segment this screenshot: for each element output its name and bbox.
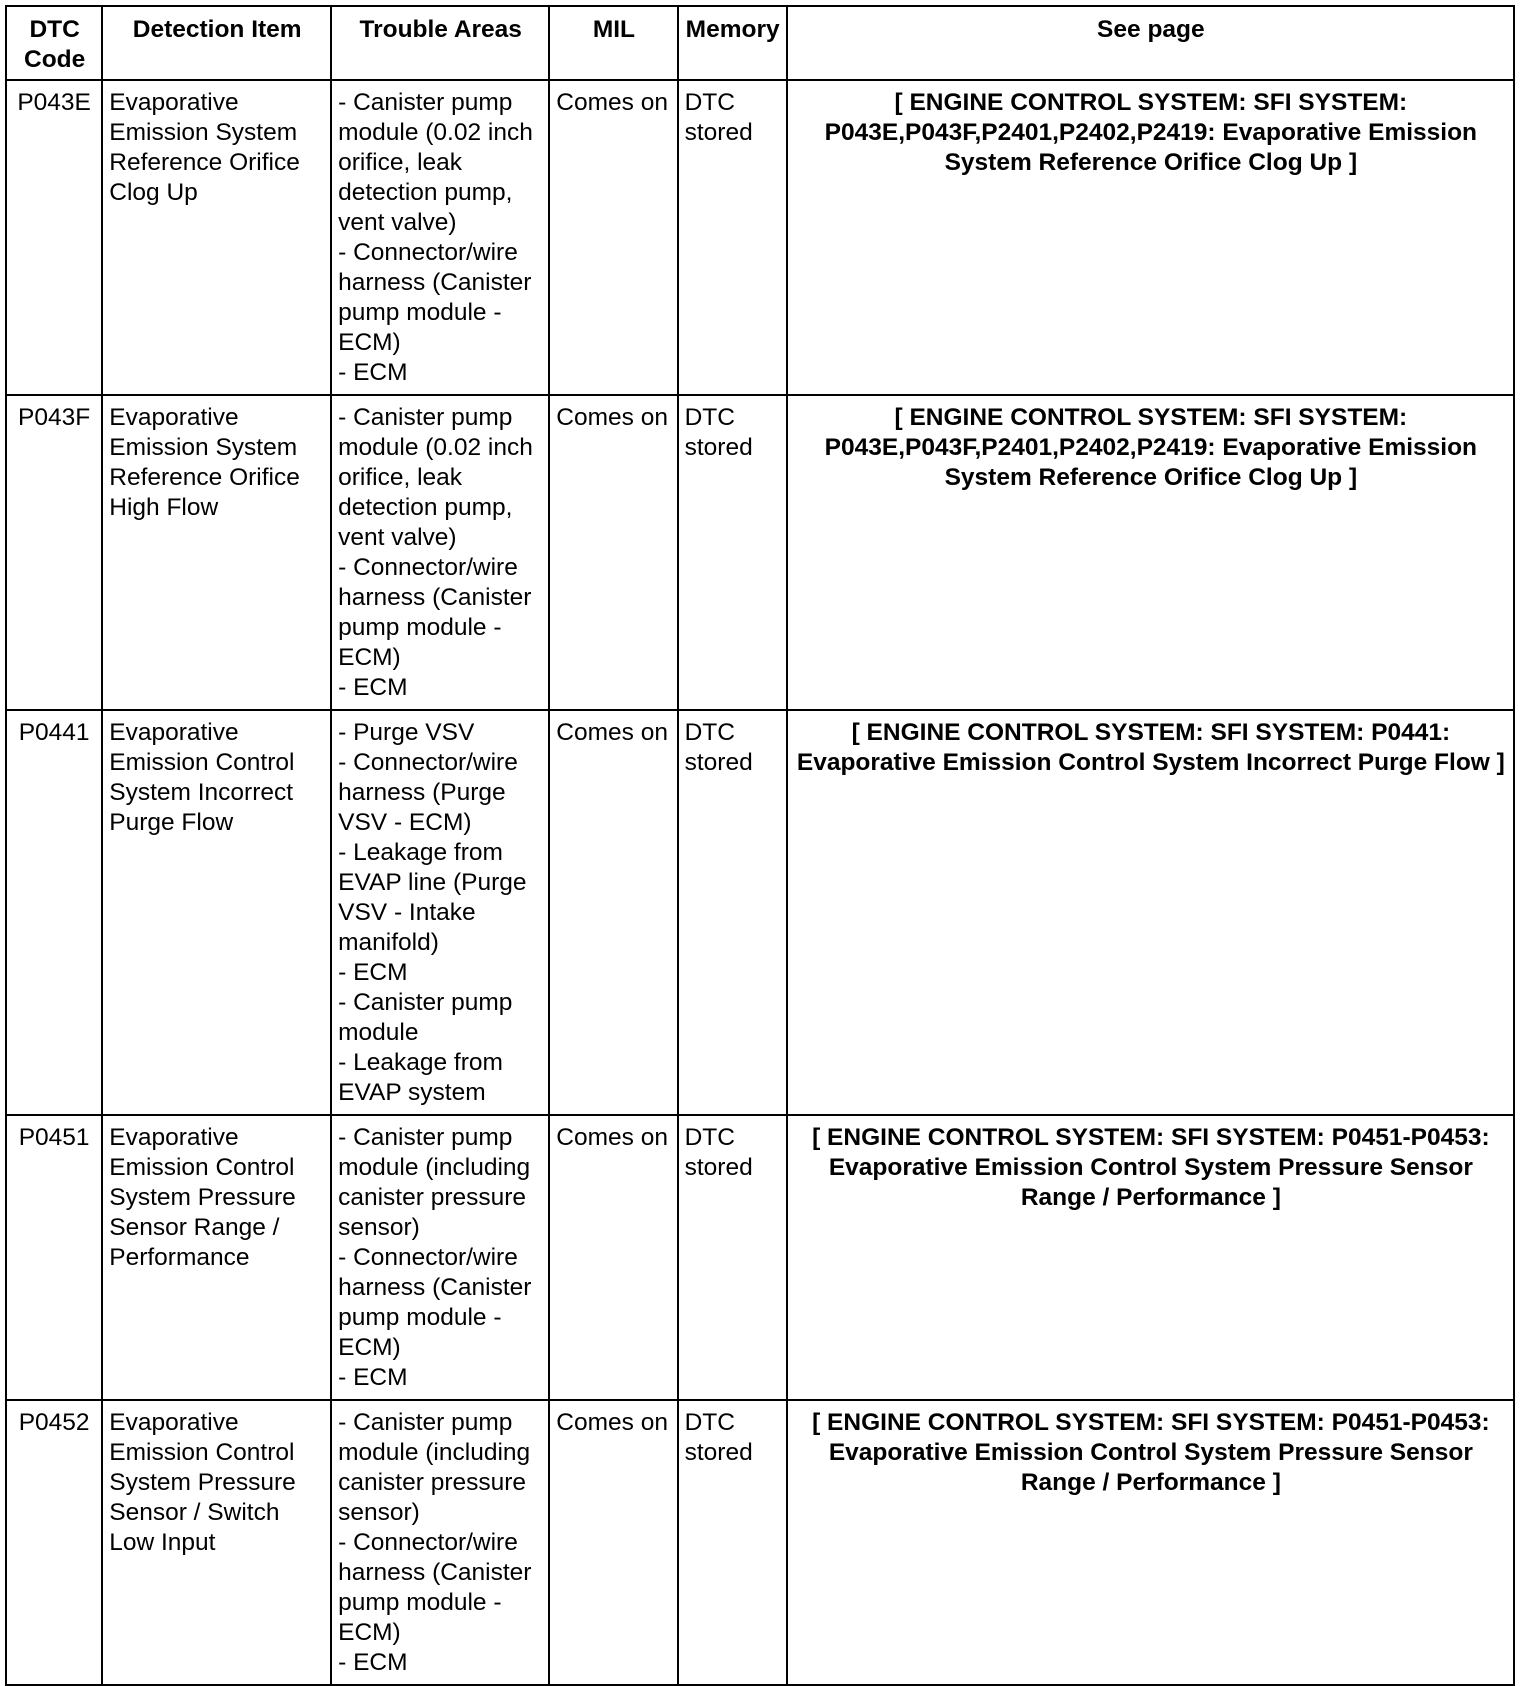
- trouble-area-item: - Connector/wire harness (Canister pump module - ECM): [338, 554, 532, 671]
- detection-item-cell: Evaporative Emission Control System Incorrect Purge Flow: [102, 710, 331, 1115]
- table-row: [6, 710, 1514, 1115]
- dtc-table: [5, 5, 1515, 1686]
- trouble-area-item: - Connector/wire harness (Canister pump module - ECM): [338, 1529, 532, 1646]
- trouble-areas-cell: [331, 1400, 549, 1685]
- trouble-area-item: - ECM: [338, 1364, 408, 1391]
- table-row: [6, 1115, 1514, 1400]
- trouble-area-item: - Connector/wire harness (Canister pump module - ECM): [338, 1244, 532, 1361]
- see-page-cell: [ ENGINE CONTROL SYSTEM: SFI SYSTEM: P043E,P043F,P2401,P2402,P2419: Evaporative Emission System Reference Orifice Clog Up ]: [787, 395, 1514, 710]
- mil-cell: Comes on: [549, 80, 677, 395]
- dtc-document: [5, 5, 1515, 1686]
- see-page-cell: [ ENGINE CONTROL SYSTEM: SFI SYSTEM: P0451-P0453: Evaporative Emission Control System Pressure Sensor Range / Performance ]: [787, 1400, 1514, 1685]
- header-detection-item: Detection Item: [102, 6, 331, 80]
- dtc-code-cell: P043F: [6, 395, 102, 710]
- trouble-area-item: - Canister pump module: [338, 989, 513, 1046]
- trouble-area-item: - ECM: [338, 959, 408, 986]
- trouble-area-item: - Canister pump module (0.02 inch orifice, leak detection pump, vent valve): [338, 404, 533, 551]
- dtc-code-cell: P043E: [6, 80, 102, 395]
- trouble-area-item: - Canister pump module (0.02 inch orifice, leak detection pump, vent valve): [338, 89, 533, 236]
- trouble-area-item: - ECM: [338, 1649, 408, 1676]
- trouble-areas-cell: [331, 1115, 549, 1400]
- header-see-page: See page: [787, 6, 1514, 80]
- trouble-areas-cell: [331, 710, 549, 1115]
- detection-item-cell: Evaporative Emission Control System Pressure Sensor Range / Performance: [102, 1115, 331, 1400]
- header-mil: MIL: [549, 6, 677, 80]
- table-row: [6, 1400, 1514, 1685]
- trouble-area-item: - ECM: [338, 359, 408, 386]
- see-page-cell: [ ENGINE CONTROL SYSTEM: SFI SYSTEM: P0441: Evaporative Emission Control System Incorrect Purge Flow ]: [787, 710, 1514, 1115]
- dtc-code-cell: P0441: [6, 710, 102, 1115]
- table-row: [6, 395, 1514, 710]
- mil-cell: Comes on: [549, 395, 677, 710]
- trouble-area-item: - Connector/wire harness (Purge VSV - ECM): [338, 749, 518, 836]
- memory-cell: DTC stored: [678, 1400, 787, 1685]
- trouble-areas-cell: [331, 80, 549, 395]
- table-header-row: [6, 6, 1514, 80]
- header-memory: Memory: [678, 6, 787, 80]
- table-row: [6, 80, 1514, 395]
- trouble-area-item: - Leakage from EVAP system: [338, 1049, 503, 1106]
- trouble-area-item: - Canister pump module (including canister pressure sensor): [338, 1124, 531, 1241]
- detection-item-cell: Evaporative Emission Control System Pressure Sensor / Switch Low Input: [102, 1400, 331, 1685]
- see-page-cell: [ ENGINE CONTROL SYSTEM: SFI SYSTEM: P043E,P043F,P2401,P2402,P2419: Evaporative Emission System Reference Orifice Clog Up ]: [787, 80, 1514, 395]
- dtc-code-cell: P0452: [6, 1400, 102, 1685]
- trouble-area-item: - Canister pump module (including canister pressure sensor): [338, 1409, 531, 1526]
- trouble-area-item: - Purge VSV: [338, 719, 475, 746]
- trouble-area-item: - ECM: [338, 674, 408, 701]
- header-dtc-code: DTC Code: [6, 6, 102, 80]
- detection-item-cell: Evaporative Emission System Reference Orifice Clog Up: [102, 80, 331, 395]
- header-trouble-areas: Trouble Areas: [331, 6, 549, 80]
- detection-item-cell: Evaporative Emission System Reference Orifice High Flow: [102, 395, 331, 710]
- trouble-area-item: - Leakage from EVAP line (Purge VSV - Intake manifold): [338, 839, 527, 956]
- memory-cell: DTC stored: [678, 710, 787, 1115]
- mil-cell: Comes on: [549, 1400, 677, 1685]
- memory-cell: DTC stored: [678, 395, 787, 710]
- memory-cell: DTC stored: [678, 80, 787, 395]
- trouble-areas-cell: [331, 395, 549, 710]
- mil-cell: Comes on: [549, 1115, 677, 1400]
- dtc-code-cell: P0451: [6, 1115, 102, 1400]
- memory-cell: DTC stored: [678, 1115, 787, 1400]
- trouble-area-item: - Connector/wire harness (Canister pump module - ECM): [338, 239, 532, 356]
- see-page-cell: [ ENGINE CONTROL SYSTEM: SFI SYSTEM: P0451-P0453: Evaporative Emission Control System Pressure Sensor Range / Performance ]: [787, 1115, 1514, 1400]
- mil-cell: Comes on: [549, 710, 677, 1115]
